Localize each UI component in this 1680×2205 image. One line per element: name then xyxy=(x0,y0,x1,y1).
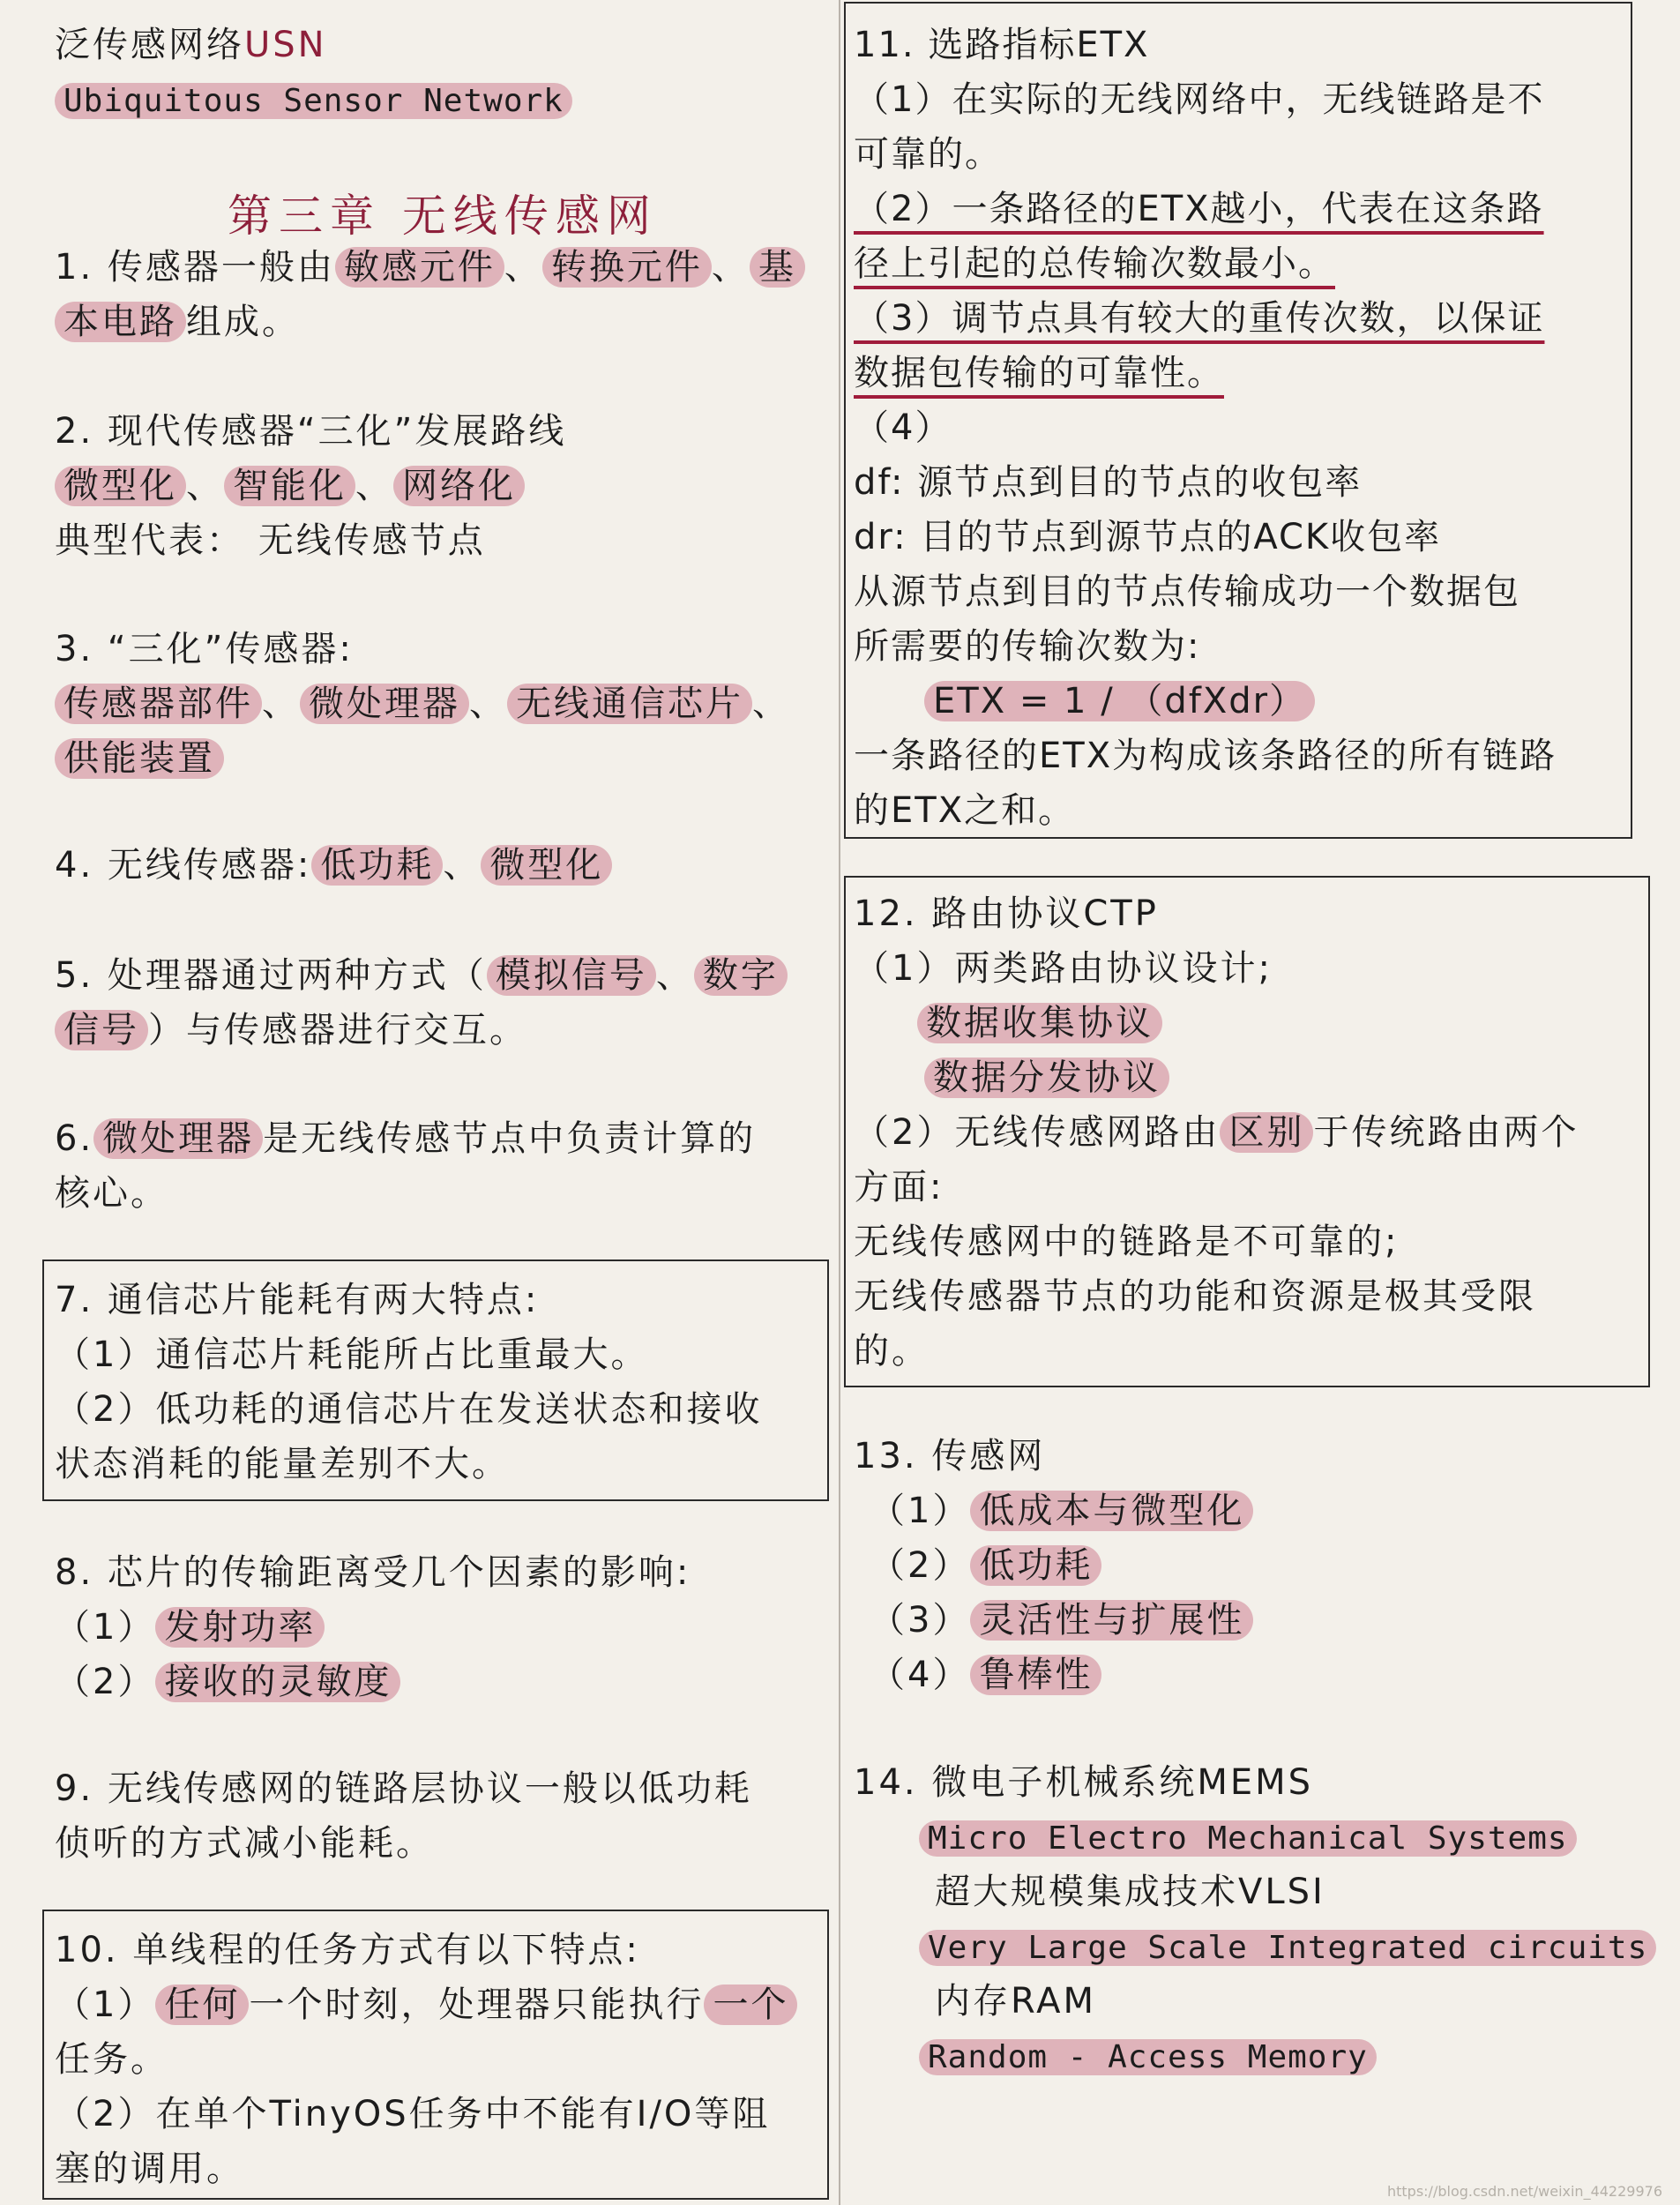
s6-highlight-1: 微处理器 xyxy=(93,1118,263,1159)
s9-line2: 侦听的方式减小能耗。 xyxy=(55,1823,434,1864)
s11-line3: 可靠的。 xyxy=(854,134,1002,175)
section-9 xyxy=(55,1761,752,1871)
s4-highlight-2: 微型化 xyxy=(481,845,612,886)
s11-line1: 11. 选路指标ETX xyxy=(854,25,1150,65)
s4-highlight-1: 低功耗 xyxy=(311,845,443,886)
s13-num: （3） xyxy=(870,1600,971,1641)
s12-highlight-1: 数据收集协议 xyxy=(917,1003,1162,1043)
s5-highlight-2b: 信号 xyxy=(55,1010,148,1050)
s13-item: 低成本与微型化 xyxy=(970,1491,1253,1531)
s11-line14: 一条路径的ETX为构成该条路径的所有链路 xyxy=(854,736,1557,776)
s2-line1: 2. 现代传感器“三化”发展路线 xyxy=(55,411,567,452)
s11-line7: 数据包传输的可靠性。 xyxy=(854,353,1224,393)
chapter-title: 第三章 无线传感网 xyxy=(228,191,658,242)
s1-highlight-3b: 本电路 xyxy=(55,302,186,342)
s10-highlight-1: 任何 xyxy=(155,1984,249,2025)
s9-line1: 9. 无线传感网的链路层协议一般以低功耗 xyxy=(55,1768,752,1809)
s13-num: （1） xyxy=(870,1491,971,1531)
s7-line3: （2）低功耗的通信芯片在发送状态和接收 xyxy=(55,1389,763,1430)
s12-line6: 无线传感网中的链路是不可靠的; xyxy=(854,1222,1400,1262)
s3-highlight-3: 无线通信芯片 xyxy=(507,684,752,724)
s11-line5: 径上引起的总传输次数最小。 xyxy=(854,243,1335,284)
s11-line9: df: 源节点到目的节点的收包率 xyxy=(854,462,1363,503)
section-13 xyxy=(854,1429,1253,1702)
s1-post: 组成。 xyxy=(186,302,300,342)
s11-line15: 的ETX之和。 xyxy=(854,790,1076,831)
sep: 、 xyxy=(355,466,393,506)
s2-highlight-2: 智能化 xyxy=(224,466,355,506)
section-10 xyxy=(55,1923,797,2196)
s4-text: 4. 无线传感器: xyxy=(55,845,312,886)
s12-highlight-2: 数据分发协议 xyxy=(924,1058,1169,1098)
s7-line1: 7. 通信芯片能耗有两大特点: xyxy=(55,1280,540,1320)
sep: 、 xyxy=(186,466,224,506)
s8-highlight-1: 发射功率 xyxy=(155,1607,325,1648)
s6-line2: 核心。 xyxy=(55,1173,168,1214)
s3-line1: 3. “三化”传感器: xyxy=(55,629,354,669)
s12-line2: （1）两类路由协议设计; xyxy=(854,948,1273,989)
s11-line6: （3）调节点具有较大的重传次数，以保证 xyxy=(854,298,1545,339)
s14-highlight-1: Micro Electro Mechanical Systems xyxy=(919,1820,1577,1857)
section-5 xyxy=(55,948,788,1058)
s11-line8: （4） xyxy=(854,407,952,448)
s6-text: 是无线传感节点中负责计算的 xyxy=(263,1118,757,1159)
section-7 xyxy=(55,1273,762,1491)
s8-line1: 8. 芯片的传输距离受几个因素的影响: xyxy=(55,1552,691,1593)
header xyxy=(55,18,572,127)
s13-num: （2） xyxy=(870,1545,971,1586)
s5-highlight-1: 模拟信号 xyxy=(487,955,656,996)
s14-highlight-3: Random - Access Memory xyxy=(919,2039,1377,2075)
header-title-en: Ubiquitous Sensor Network xyxy=(55,83,572,119)
s12-line1: 12. 路由协议CTP xyxy=(854,893,1159,934)
sep: 、 xyxy=(469,684,507,724)
section-8 xyxy=(55,1545,691,1709)
s13-line1: 13. 传感网 xyxy=(854,1436,1046,1476)
s3-highlight-1: 传感器部件 xyxy=(55,684,262,724)
header-title-abbr: USN xyxy=(244,25,327,65)
section-4 xyxy=(55,838,612,893)
s14-highlight-2: Very Large Scale Integrated circuits xyxy=(919,1930,1656,1966)
s2-highlight-1: 微型化 xyxy=(55,466,186,506)
section-2 xyxy=(55,404,566,568)
s2-line3: 典型代表： 无线传感节点 xyxy=(55,520,486,561)
s10-line1: 10. 单线程的任务方式有以下特点: xyxy=(55,1930,640,1970)
section-12 xyxy=(854,886,1579,1379)
sep: 、 xyxy=(262,684,300,724)
s11-line4: （2）一条路径的ETX越小，代表在这条路 xyxy=(854,189,1544,229)
s12-line8: 的。 xyxy=(854,1331,930,1372)
s10-line5: 塞的调用。 xyxy=(55,2149,244,2189)
header-title-cn: 泛传感网络 xyxy=(55,25,244,65)
s12-highlight-3: 区别 xyxy=(1220,1112,1313,1153)
s13-item: 低功耗 xyxy=(970,1545,1101,1586)
s5-post: ）与传感器进行交互。 xyxy=(148,1010,527,1050)
s3-highlight-4: 供能装置 xyxy=(55,738,224,779)
section-3 xyxy=(55,622,790,786)
s13-item: 鲁棒性 xyxy=(970,1655,1101,1695)
s11-line11: 从源节点到目的节点传输成功一个数据包 xyxy=(854,572,1520,612)
s1-highlight-2: 转换元件 xyxy=(542,247,712,288)
s12-line4-post: 于传统路由两个 xyxy=(1313,1112,1579,1153)
s8-highlight-2: 接收的灵敏度 xyxy=(155,1662,400,1702)
s11-line2: （1）在实际的无线网络中，无线链路是不 xyxy=(854,79,1545,120)
s5-text: 5. 处理器通过两种方式（ xyxy=(55,955,487,996)
s8-num-2: （2） xyxy=(55,1662,156,1702)
s10-mid: 一个时刻，处理器只能执行 xyxy=(249,1984,705,2025)
s12-line4-pre: （2）无线传感网路由 xyxy=(854,1112,1221,1153)
s8-num-1: （1） xyxy=(55,1607,156,1648)
watermark: https://blog.csdn.net/weixin_44229976 xyxy=(1386,2183,1662,2200)
s10-line3: 任务。 xyxy=(55,2039,168,2080)
s1-highlight-1: 敏感元件 xyxy=(335,247,504,288)
s3-highlight-2: 微处理器 xyxy=(300,684,469,724)
s11-formula: ETX = 1 / （dfXdr） xyxy=(924,681,1315,721)
s12-line5: 方面: xyxy=(854,1167,945,1207)
section-6 xyxy=(55,1111,756,1221)
s14-line3: 超大规模集成技术VLSI xyxy=(935,1872,1325,1912)
s11-line10: dr: 目的节点到源节点的ACK收包率 xyxy=(854,517,1442,557)
s12-line7: 无线传感器节点的功能和资源是极其受限 xyxy=(854,1276,1536,1317)
s2-highlight-3: 网络化 xyxy=(393,466,525,506)
section-11 xyxy=(854,18,1557,838)
s1-text: 1. 传感器一般由 xyxy=(55,247,335,288)
sep: 、 xyxy=(711,247,750,288)
s14-line1: 14. 微电子机械系统MEMS xyxy=(854,1762,1314,1803)
section-1 xyxy=(55,240,805,349)
column-divider xyxy=(839,0,840,2205)
s7-line2: （1）通信芯片耗能所占比重最大。 xyxy=(55,1334,649,1375)
sep: 、 xyxy=(752,684,790,724)
s13-num: （4） xyxy=(870,1655,971,1695)
s6-num: 6. xyxy=(55,1118,94,1159)
s7-line4: 状态消耗的能量差别不大。 xyxy=(55,1444,510,1484)
s10-line4: （2）在单个TinyOS任务中不能有I/O等阻 xyxy=(55,2094,771,2134)
s11-line12: 所需要的传输次数为: xyxy=(854,626,1201,667)
sep: 、 xyxy=(504,247,542,288)
s10-num-1: （1） xyxy=(55,1984,156,2025)
s10-highlight-2: 一个 xyxy=(704,1984,797,2025)
sep: 、 xyxy=(655,955,694,996)
sep: 、 xyxy=(443,845,482,886)
s13-item: 灵活性与扩展性 xyxy=(970,1600,1253,1641)
section-14 xyxy=(854,1755,1656,2083)
s5-highlight-2a: 数字 xyxy=(694,955,788,996)
s14-line5: 内存RAM xyxy=(935,1981,1097,2022)
s1-highlight-3a: 基 xyxy=(750,247,805,288)
